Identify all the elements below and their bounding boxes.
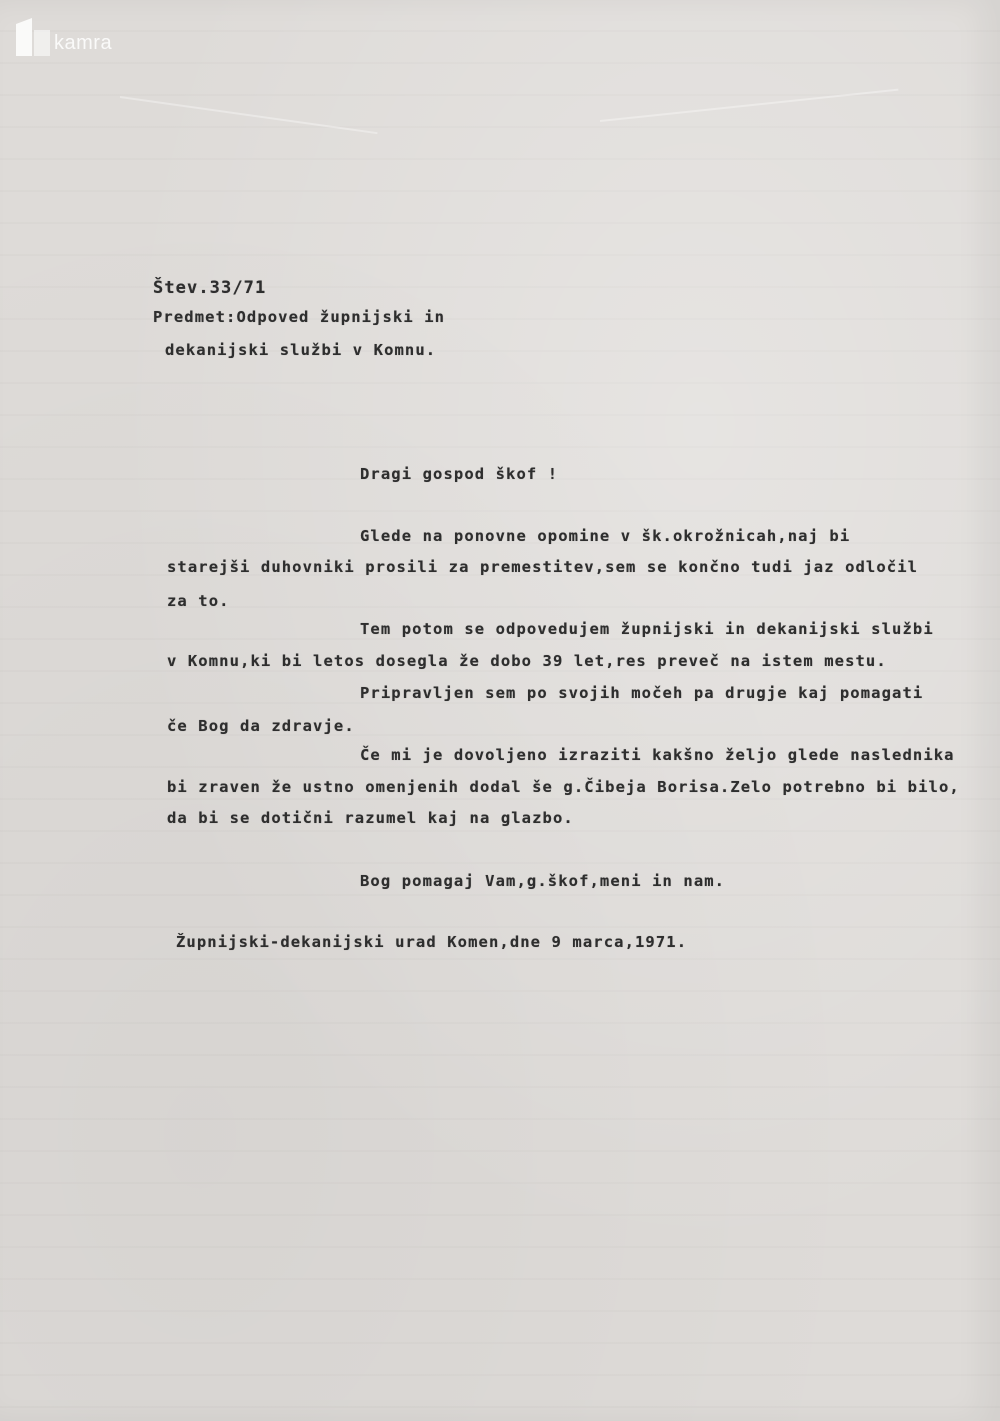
body-line: Pripravljen sem po svojih močeh pa drugje kaj pomagati: [360, 684, 924, 702]
body-line: če Bog da zdravje.: [167, 717, 355, 735]
watermark-logo: [12, 16, 122, 60]
reference-number: Štev.33/71: [153, 278, 267, 298]
body-line: Glede na ponovne opomine v šk.okrožnicah,naj bi: [360, 527, 851, 545]
body-line: da bi se dotični razumel kaj na glazbo.: [167, 809, 574, 827]
body-line: Tem potom se odpovedujem župnijski in dekanijski službi: [360, 620, 934, 638]
paper-crease: [120, 96, 378, 134]
kamra-logo-icon: [12, 16, 54, 58]
signature-line: Župnijski-dekanijski urad Komen,dne 9 marca,1971.: [176, 933, 688, 951]
subject-line: dekanijski službi v Komnu.: [165, 341, 437, 359]
subject-line: Predmet:Odpoved župnijski in: [153, 308, 446, 326]
body-line: bi zraven že ustno omenjenih dodal še g.Čibeja Borisa.Zelo potrebno bi bilo,: [167, 778, 960, 796]
closing-line: Bog pomagaj Vam,g.škof,meni in nam.: [360, 872, 726, 890]
paper-crease: [600, 89, 899, 122]
body-line: starejši duhovniki prosili za premestitev,sem se končno tudi jaz odločil: [167, 558, 919, 576]
watermark-text: kamra: [54, 32, 113, 54]
body-line: Če mi je dovoljeno izraziti kakšno željo glede naslednika: [360, 746, 955, 764]
body-line: za to.: [167, 592, 230, 610]
salutation: Dragi gospod škof !: [360, 465, 559, 483]
body-line: v Komnu,ki bi letos dosegla že dobo 39 let,res preveč na istem mestu.: [167, 652, 887, 670]
